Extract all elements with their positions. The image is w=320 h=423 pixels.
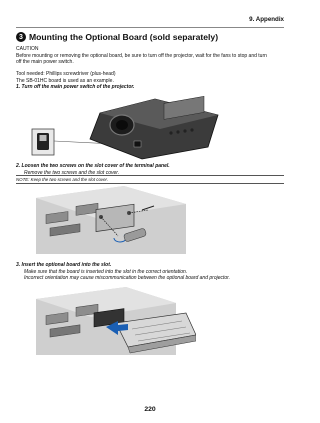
header-rule bbox=[16, 27, 284, 28]
step-3-detail-2: Incorrect orientation may cause miscommunication between the optional board and projector. bbox=[24, 275, 231, 281]
main-power-switch bbox=[134, 141, 141, 147]
step-1-heading: 1. Turn off the main power switch of the projector. bbox=[16, 84, 135, 90]
chapter-header: 9. Appendix bbox=[249, 16, 284, 23]
lens-center bbox=[116, 120, 128, 130]
power-switch-rocker bbox=[40, 135, 47, 141]
figure-slot-cover bbox=[36, 186, 186, 254]
caution-label: CAUTION bbox=[16, 46, 39, 52]
note-text: NOTE: Keep the two screws and the slot cover. bbox=[16, 177, 109, 182]
section-title-row bbox=[16, 31, 286, 43]
step-3-heading: 3. Insert the optional board into the slot. bbox=[16, 262, 112, 268]
step-2-heading: 2. Loosen the two screws on the slot cover of the terminal panel. bbox=[16, 163, 170, 169]
caution-text-line2: off the main power switch. bbox=[16, 59, 74, 65]
figure-power-switch bbox=[30, 95, 230, 163]
page-number: 220 bbox=[144, 406, 156, 413]
example-board-text: The SB-01HC board is used as an example. bbox=[16, 77, 114, 84]
tool-needed-text: Tool needed: Phillips screwdriver (plus-head) bbox=[16, 71, 116, 77]
section-title: Mounting the Optional Board (sold separately) bbox=[29, 32, 219, 42]
step-2-detail: Remove the two screws and the slot cover. bbox=[24, 169, 120, 176]
note-box bbox=[16, 175, 284, 184]
section-number-badge: 3 bbox=[16, 32, 26, 42]
step-3-detail-1: Make sure that the board is inserted into the slot in the correct orientation. bbox=[24, 268, 188, 275]
caution-text-line1: Before mounting or removing the optional board, be sure to turn off the projector, wait for the fans to stop and turn bbox=[16, 52, 267, 59]
figure-insert-board bbox=[36, 287, 196, 355]
